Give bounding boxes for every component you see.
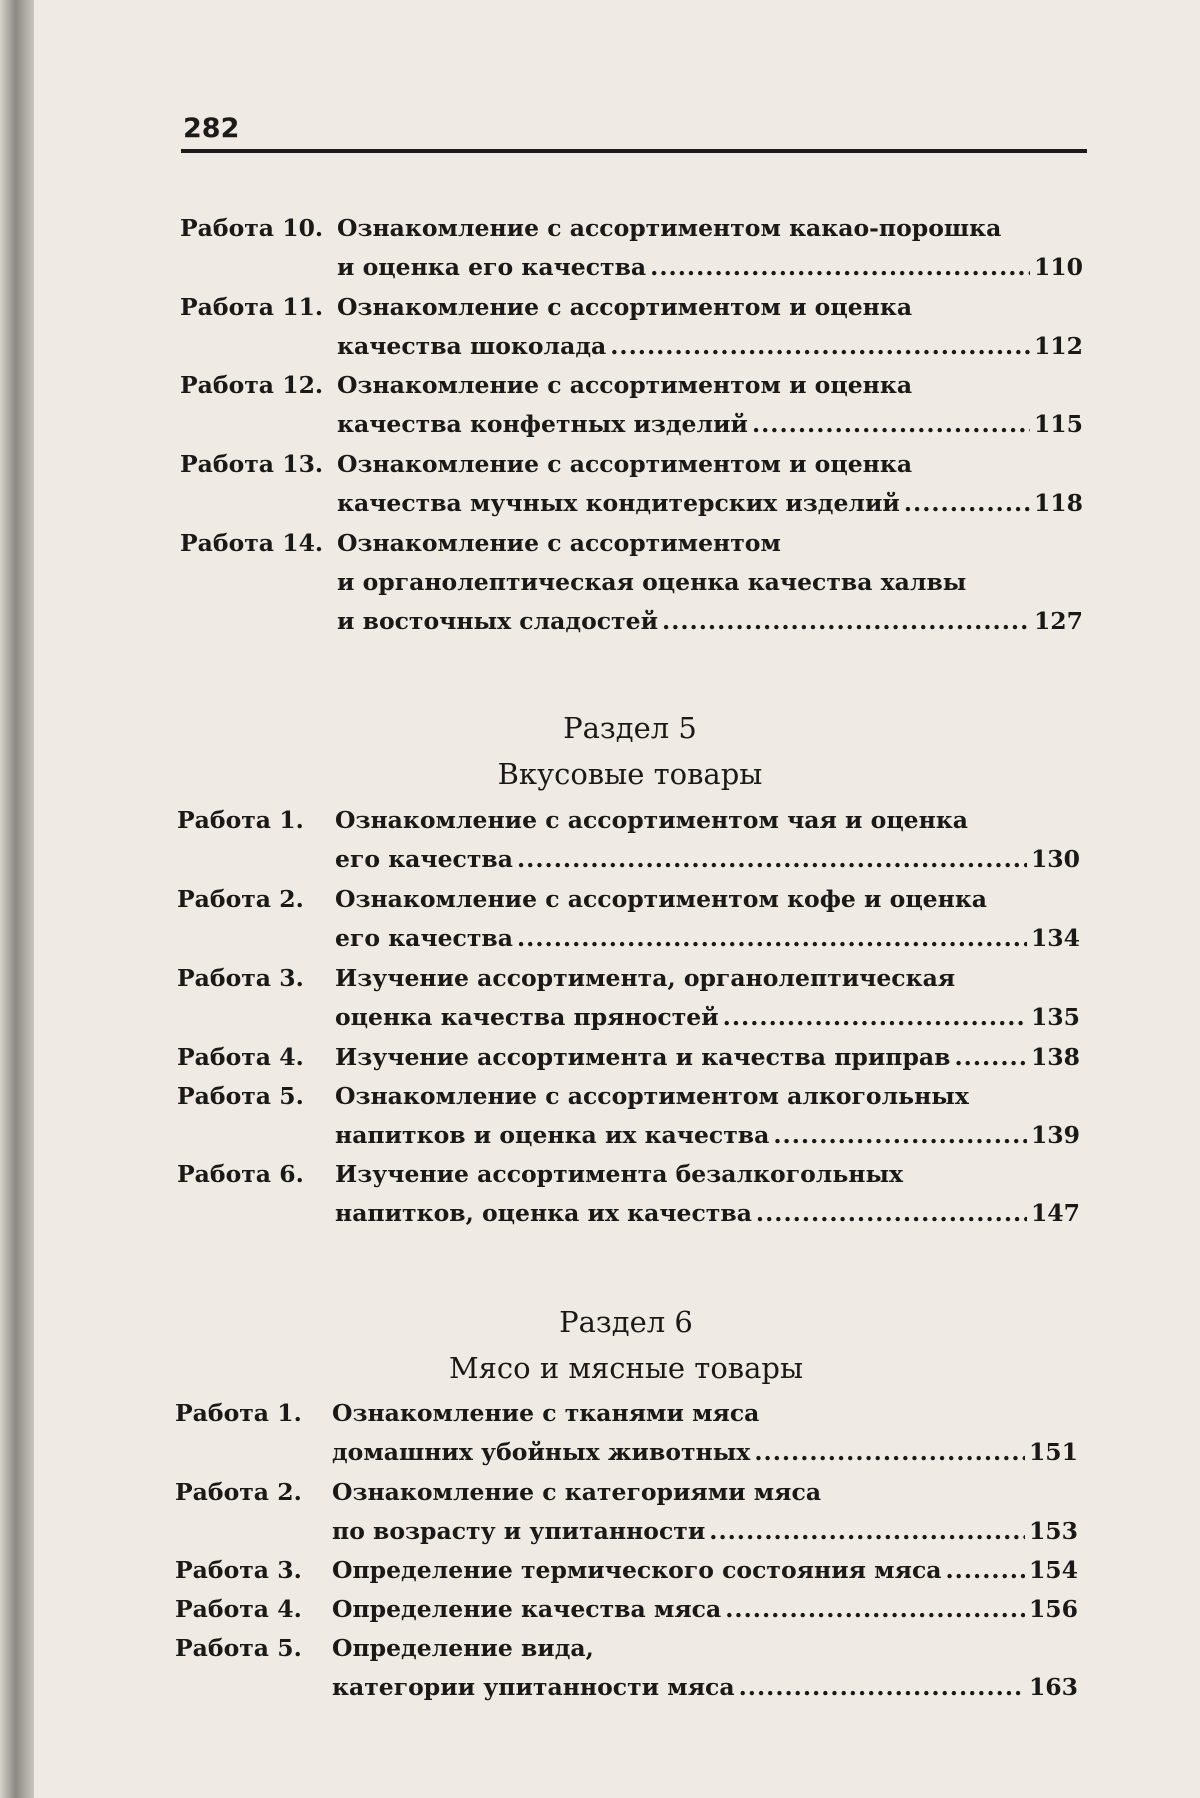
toc-entry bbox=[180, 445, 1083, 523]
dot-leader bbox=[756, 1194, 1027, 1233]
entry-page-number: 135 bbox=[1030, 1003, 1080, 1031]
page-number: 282 bbox=[183, 113, 240, 144]
entry-last-line bbox=[332, 1590, 1078, 1629]
entry-title-line: Ознакомление с категориями мяса bbox=[332, 1478, 822, 1506]
dot-leader bbox=[773, 1116, 1027, 1155]
entry-last-line bbox=[337, 248, 1083, 287]
entry-label: Работа 13. bbox=[180, 450, 324, 478]
entry-title-line: его качества bbox=[335, 845, 513, 873]
section-title: Вкусовые товары bbox=[497, 757, 763, 791]
entry-title-line: Определение вида, bbox=[332, 1634, 594, 1662]
entry-title-line: Изучение ассортимента и качества приправ bbox=[335, 1043, 951, 1071]
entry-page-number: 118 bbox=[1033, 489, 1083, 517]
entry-title-line: домашних убойных животных bbox=[332, 1438, 751, 1466]
entry-page-number: 151 bbox=[1028, 1438, 1078, 1466]
dot-leader bbox=[723, 998, 1027, 1037]
entry-label: Работа 3. bbox=[177, 964, 304, 992]
entry-page-number: 139 bbox=[1030, 1121, 1080, 1149]
entry-label: Работа 4. bbox=[177, 1043, 304, 1071]
entry-label: Работа 6. bbox=[177, 1160, 304, 1188]
entry-label: Работа 3. bbox=[175, 1556, 302, 1584]
toc-entry bbox=[180, 524, 1083, 641]
entry-page-number: 153 bbox=[1028, 1517, 1078, 1545]
dot-leader bbox=[754, 1433, 1025, 1472]
dot-leader bbox=[954, 1038, 1026, 1077]
entry-last-line bbox=[335, 998, 1080, 1037]
entry-label: Работа 12. bbox=[180, 371, 324, 399]
toc-entry bbox=[175, 1590, 1078, 1629]
toc-entry bbox=[177, 880, 1080, 958]
toc-entry bbox=[180, 366, 1083, 444]
entry-page-number: 163 bbox=[1028, 1673, 1078, 1701]
entry-title-line: качества шоколада bbox=[337, 332, 607, 360]
entry-page-number: 147 bbox=[1030, 1199, 1080, 1227]
entry-last-line bbox=[337, 602, 1083, 641]
entry-title-line: по возрасту и упитанности bbox=[332, 1517, 706, 1545]
dot-leader bbox=[517, 919, 1027, 958]
entry-label: Работа 2. bbox=[175, 1478, 302, 1506]
section-title: Мясо и мясные товары bbox=[448, 1351, 804, 1385]
toc-entry bbox=[177, 959, 1080, 1037]
entry-title-line: Ознакомление с ассортиментом и оценка bbox=[337, 450, 913, 478]
entry-label: Работа 1. bbox=[175, 1399, 302, 1427]
dot-leader bbox=[752, 405, 1030, 444]
toc-entry bbox=[177, 1077, 1080, 1155]
entry-last-line bbox=[335, 1194, 1080, 1233]
entry-title-line: Ознакомление с ассортиментом чая и оценка bbox=[335, 806, 969, 834]
entry-page-number: 134 bbox=[1030, 924, 1080, 952]
entry-title-line: напитков, оценка их качества bbox=[335, 1199, 752, 1227]
dot-leader bbox=[739, 1668, 1025, 1707]
dot-leader bbox=[650, 248, 1030, 287]
entry-label: Работа 11. bbox=[180, 293, 324, 321]
entry-title-line: Ознакомление с ассортиментом и оценка bbox=[337, 371, 913, 399]
entry-title-line: Ознакомление с ассортиментом и оценка bbox=[337, 293, 913, 321]
toc-entry bbox=[180, 288, 1083, 366]
entry-title-line: и оценка его качества bbox=[337, 253, 647, 281]
entry-last-line bbox=[332, 1668, 1078, 1707]
entry-last-line bbox=[335, 919, 1080, 958]
toc-entry bbox=[175, 1629, 1078, 1707]
entry-label: Работа 5. bbox=[177, 1082, 304, 1110]
entry-title-line: Ознакомление с ассортиментом bbox=[337, 529, 781, 557]
toc-entry bbox=[175, 1551, 1078, 1590]
entry-page-number: 130 bbox=[1030, 845, 1080, 873]
dot-leader bbox=[517, 840, 1027, 879]
entry-label: Работа 1. bbox=[177, 806, 304, 834]
entry-title-line: оценка качества пряностей bbox=[335, 1003, 719, 1031]
entry-title-line: категории упитанности мяса bbox=[332, 1673, 735, 1701]
entry-title-line: Определение термического состояния мяса bbox=[332, 1556, 942, 1584]
toc-entry bbox=[177, 1155, 1080, 1233]
entry-page-number: 138 bbox=[1030, 1043, 1080, 1071]
entry-last-line bbox=[337, 327, 1083, 366]
entry-title-line: Изучение ассортимента безалкогольных bbox=[335, 1160, 904, 1188]
entry-label: Работа 14. bbox=[180, 529, 324, 557]
entry-label: Работа 4. bbox=[175, 1595, 302, 1623]
entry-title-line: Ознакомление с ассортиментом какао-порошка bbox=[337, 214, 1002, 242]
dot-leader bbox=[662, 602, 1030, 641]
entry-last-line bbox=[335, 840, 1080, 879]
entry-page-number: 154 bbox=[1028, 1556, 1078, 1584]
entry-title-line: качества конфетных изделий bbox=[337, 410, 748, 438]
entry-title-line: и восточных сладостей bbox=[337, 607, 659, 635]
entry-title-line: Изучение ассортимента, органолептическая bbox=[335, 964, 956, 992]
entry-label: Работа 10. bbox=[180, 214, 324, 242]
dot-leader bbox=[945, 1551, 1024, 1590]
entry-title-line: Определение качества мяса bbox=[332, 1595, 722, 1623]
toc-entry bbox=[175, 1473, 1078, 1551]
entry-page-number: 127 bbox=[1033, 607, 1083, 635]
entry-page-number: 156 bbox=[1028, 1595, 1078, 1623]
entry-last-line bbox=[332, 1512, 1078, 1551]
toc-entry bbox=[177, 801, 1080, 879]
entry-title-line: Ознакомление с ассортиментом алкогольных bbox=[335, 1082, 969, 1110]
entry-last-line bbox=[337, 405, 1083, 444]
entry-last-line bbox=[335, 1038, 1080, 1077]
toc-entry bbox=[177, 1038, 1080, 1077]
entry-last-line bbox=[332, 1551, 1078, 1590]
dot-leader bbox=[709, 1512, 1025, 1551]
entry-last-line bbox=[335, 1116, 1080, 1155]
entry-title-line: Ознакомление с ассортиментом кофе и оценка bbox=[335, 885, 988, 913]
section-heading: Раздел 5 bbox=[563, 711, 697, 745]
dot-leader bbox=[610, 327, 1030, 366]
entry-title-line: его качества bbox=[335, 924, 513, 952]
entry-title-line: напитков и оценка их качества bbox=[335, 1121, 770, 1149]
entry-page-number: 115 bbox=[1033, 410, 1083, 438]
entry-page-number: 112 bbox=[1033, 332, 1083, 360]
section-heading: Раздел 6 bbox=[559, 1305, 693, 1339]
entry-page-number: 110 bbox=[1033, 253, 1083, 281]
toc-entry bbox=[180, 209, 1083, 287]
entry-title-line: качества мучных кондитерских изделий bbox=[337, 489, 900, 517]
entry-title-line: Ознакомление с тканями мяса bbox=[332, 1399, 760, 1427]
entry-last-line bbox=[337, 484, 1083, 523]
dot-leader bbox=[725, 1590, 1025, 1629]
entry-last-line bbox=[332, 1433, 1078, 1472]
entry-label: Работа 2. bbox=[177, 885, 304, 913]
entry-label: Работа 5. bbox=[175, 1634, 302, 1662]
entry-title-line: и органолептическая оценка качества халвы bbox=[337, 568, 967, 596]
toc-entry bbox=[175, 1394, 1078, 1472]
dot-leader bbox=[904, 484, 1030, 523]
